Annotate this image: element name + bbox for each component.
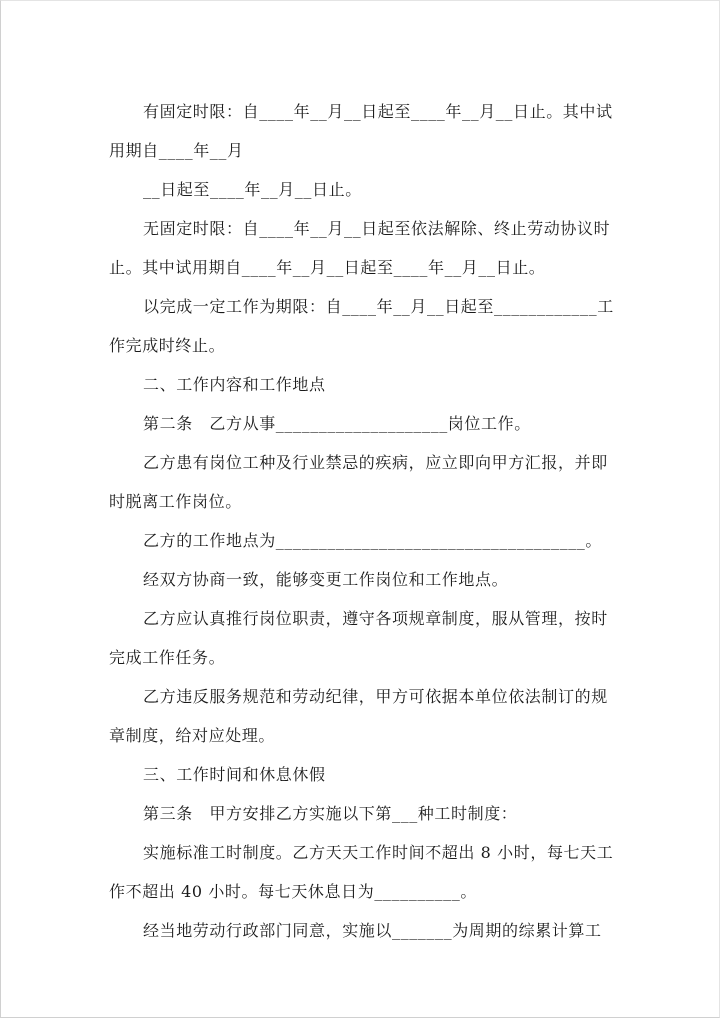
paragraph-comprehensive-hours <box>109 911 615 950</box>
text-line: 作完成时终止。 <box>109 336 226 355</box>
text-line: 经当地劳动行政部门同意，实施以_______为周期的综累计算工 <box>143 921 602 940</box>
paragraph-open-term <box>109 209 615 287</box>
paragraph-task-term <box>109 287 615 365</box>
section-heading-work-content <box>109 365 615 404</box>
section-heading: 三、工作时间和休息休假 <box>143 765 326 784</box>
paragraph-change-position <box>109 560 615 599</box>
text-line: 用期自____年__月 <box>109 141 244 160</box>
section-heading-work-hours <box>109 755 615 794</box>
text-line: 乙方的工作地点为____________________________________。 <box>143 531 602 550</box>
text-line: 章制度，给对应处理。 <box>109 726 276 745</box>
text-line: 实施标准工时制度。乙方天天工作时间不超出 8 小时，每七天工 <box>143 843 614 862</box>
article-two <box>109 404 615 443</box>
paragraph-work-location <box>109 521 615 560</box>
text-line: 以完成一定工作为期限：自____年__月__日起至____________工 <box>143 297 614 316</box>
text-line: 时脱离工作岗位。 <box>109 492 242 511</box>
text-line: 第二条 乙方从事____________________岗位工作。 <box>143 414 531 433</box>
text-line: 止。其中试用期自____年__月__日起至____年__月__日止。 <box>109 258 546 277</box>
paragraph-fixed-term-cont <box>109 170 615 209</box>
article-three <box>109 794 615 833</box>
text-line: 完成工作任务。 <box>109 648 226 667</box>
text-line: 乙方应认真推行岗位职责，遵守各项规章制度，服从管理，按时 <box>143 609 608 628</box>
document-body <box>109 92 615 950</box>
text-line: 无固定时限：自____年__月__日起至依法解除、终止劳动协议时 <box>143 219 611 238</box>
text-line: 乙方违反服务规范和劳动纪律，甲方可依据本单位依法制订的规 <box>143 687 608 706</box>
paragraph-disease <box>109 443 615 521</box>
paragraph-violation <box>109 677 615 755</box>
text-line: 第三条 甲方安排乙方实施以下第___种工时制度： <box>143 804 518 823</box>
text-line: 经双方协商一致，能够变更工作岗位和工作地点。 <box>143 570 509 589</box>
paragraph-fixed-term <box>109 92 615 170</box>
section-heading: 二、工作内容和工作地点 <box>143 375 326 394</box>
text-line: 乙方患有岗位工种及行业禁忌的疾病，应立即向甲方汇报，并即 <box>143 453 608 472</box>
text-line: 有固定时限：自____年__月__日起至____年__月__日止。其中试 <box>143 102 613 121</box>
paragraph-duties <box>109 599 615 677</box>
text-line: __日起至____年__月__日止。 <box>143 180 362 199</box>
paragraph-standard-hours <box>109 833 615 911</box>
text-line: 作不超出 40 小时。每七天休息日为__________。 <box>109 882 477 901</box>
